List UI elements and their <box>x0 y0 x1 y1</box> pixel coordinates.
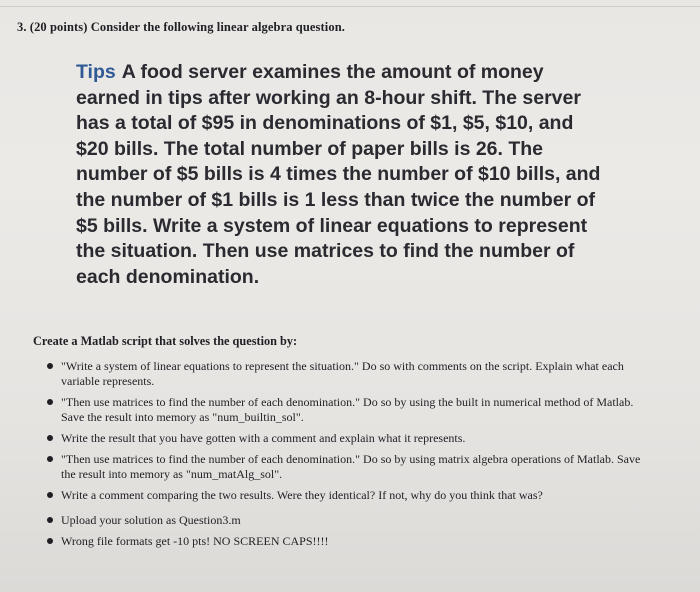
list-item-text: "Then use matrices to find the number of each denomination." Do so by using matrix algebra operations of Matlab. Save the result into memory as "num_matAlg_sol". <box>61 452 641 481</box>
tips-label: Tips <box>76 61 116 83</box>
instructions-title: Create a Matlab script that solves the question by: <box>33 334 298 348</box>
bullet-icon <box>47 456 53 462</box>
list-item-text: Write a comment comparing the two results. Were they identical? If not, why do you think that was? <box>61 488 543 502</box>
list-item-text: Write the result that you have gotten with a comment and explain what it represents. <box>61 431 466 445</box>
instructions-section <box>33 334 653 555</box>
problem-statement <box>76 60 606 290</box>
list-item-text: Upload your solution as Question3.m <box>61 513 241 527</box>
list-item <box>33 431 653 446</box>
bullet-icon <box>47 492 53 498</box>
question-header: 3. (20 points) Consider the following linear algebra question. <box>17 20 345 34</box>
list-item <box>33 534 653 549</box>
bullet-icon <box>47 538 53 544</box>
problem-body: A food server examines the amount of money earned in tips after working an 8-hour shift. The server has a total of $95 in denominations of $1, $5, $10, and $20 bills. The total number of paper bills is 26. The number of $5 bills is 4 times the number of $10 bills, and the number of $1 bills is 1 less than twice the number of $5 bills. Write a system of linear equations to represent the situation. Then use matrices to find the number of each denomination. <box>76 61 601 288</box>
bullet-icon <box>47 363 53 369</box>
list-item <box>33 359 653 389</box>
list-item <box>33 395 653 425</box>
top-divider <box>0 6 700 7</box>
list-item-text: "Then use matrices to find the number of each denomination." Do so by using the built in numerical method of Matlab. Save the result into memory as "num_builtin_sol". <box>61 395 634 424</box>
list-item-text: "Write a system of linear equations to represent the situation." Do so with comments on the script. Explain what each variable represents. <box>61 359 624 388</box>
list-item-text: Wrong file formats get -10 pts! NO SCREEN CAPS!!!! <box>61 534 329 548</box>
list-item <box>33 513 653 528</box>
bullet-icon <box>47 435 53 441</box>
bullet-icon <box>47 517 53 523</box>
list-item <box>33 452 653 482</box>
bullet-icon <box>47 399 53 405</box>
list-item <box>33 488 653 503</box>
task-list <box>33 359 653 549</box>
